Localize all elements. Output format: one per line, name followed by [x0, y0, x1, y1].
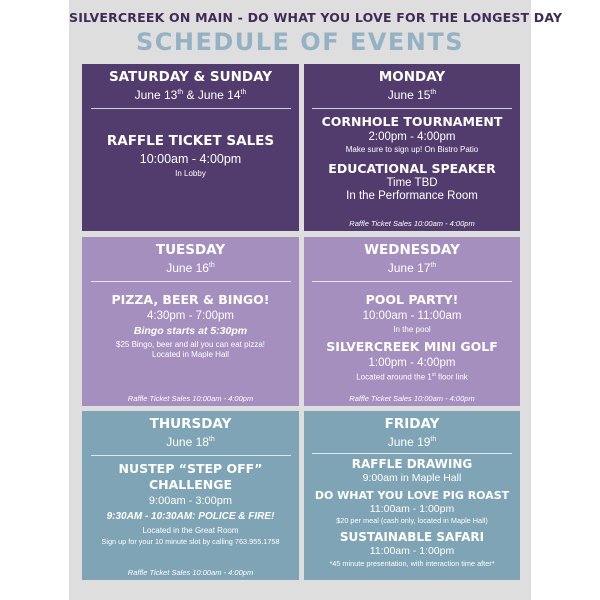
- event-note: In Lobby: [175, 169, 206, 178]
- day-heading: SATURDAY & SUNDAY: [108, 69, 273, 85]
- divider: [91, 281, 291, 282]
- event-note: $20 per meal (cash only, located in Maple Hall): [336, 516, 488, 525]
- event-title: DO WHAT YOU LOVE PIG ROAST: [314, 489, 510, 502]
- day-heading: WEDNESDAY: [364, 242, 460, 258]
- day-date: June 18th: [166, 435, 215, 449]
- day-date: June 15th: [387, 88, 437, 102]
- event-title: SILVERCREEK MINI GOLF: [326, 339, 498, 354]
- event-note: $25 Bingo, beer and all you can eat pizza!: [116, 340, 265, 349]
- event-title: CORNHOLE TOURNAMENT: [321, 114, 503, 129]
- page-title: SCHEDULE OF EVENTS: [135, 28, 465, 56]
- day-heading: FRIDAY: [384, 416, 440, 432]
- day-date: June 13th & June 14th: [134, 88, 247, 102]
- event-note: *45 minute presentation, with interaction time after*: [329, 559, 495, 568]
- event-location: Located in the Great Room: [142, 526, 239, 535]
- event-title: PIZZA, BEER & BINGO!: [111, 292, 270, 307]
- event-title: RAFFLE DRAWING: [351, 457, 473, 471]
- event-time: 1:00pm - 4:00pm: [368, 357, 456, 369]
- flyer-header: [69, 10, 563, 56]
- friday-card: [304, 411, 520, 580]
- event-title-continued: CHALLENGE: [148, 477, 233, 492]
- monday-card: [304, 64, 520, 231]
- day-date: June 19th: [387, 435, 437, 449]
- event-location: Located around the 1st floor link: [356, 372, 468, 382]
- event-time: 9:00am in Maple Hall: [362, 472, 462, 484]
- event-time: 10:00am - 11:00am: [362, 310, 462, 322]
- event-highlight: 9:30AM - 10:30AM: POLICE & FIRE!: [106, 511, 275, 522]
- day-heading: MONDAY: [378, 69, 446, 85]
- event-title: POOL PARTY!: [365, 292, 459, 307]
- event-highlight: Bingo starts at 5:30pm: [133, 325, 248, 337]
- weekend-card: [82, 64, 299, 231]
- event-time: 11:00am - 1:00pm: [369, 545, 455, 557]
- event-note: In the pool: [393, 325, 431, 334]
- event-title: RAFFLE TICKET SALES: [106, 133, 275, 149]
- day-heading: TUESDAY: [155, 242, 226, 258]
- divider: [91, 455, 291, 456]
- tuesday-card: [82, 237, 299, 406]
- event-time: 2:00pm - 4:00pm: [368, 131, 456, 143]
- day-date: June 17th: [387, 261, 437, 275]
- divider: [312, 108, 512, 109]
- raffle-footer: Raffle Ticket Sales 10:00am - 4:00pm: [127, 394, 254, 403]
- raffle-footer: Raffle Ticket Sales 10:00am - 4:00pm: [349, 219, 475, 228]
- day-heading: THURSDAY: [149, 416, 232, 432]
- event-time: 4:30pm - 7:00pm: [147, 310, 234, 322]
- event-signup: Sign up for your 10 minute slot by calling 763.955.1758: [101, 537, 280, 546]
- event-time: Time TBD: [386, 177, 438, 189]
- raffle-footer: Raffle Ticket Sales 10:00am - 4:00pm: [349, 394, 475, 403]
- event-title: NUSTEP “STEP OFF”: [118, 461, 263, 476]
- event-title: EDUCATIONAL SPEAKER: [328, 161, 496, 176]
- event-note: Make sure to sign up! On Bistro Patio: [345, 145, 479, 154]
- tagline: SILVERCREEK ON MAIN - DO WHAT YOU LOVE FOR THE LONGEST DAY: [69, 10, 563, 25]
- divider: [312, 281, 512, 282]
- event-location: Located in Maple Hall: [152, 350, 229, 359]
- thursday-card: [82, 411, 299, 580]
- divider: [312, 453, 512, 454]
- event-time: 9:00am - 3:00pm: [148, 495, 233, 507]
- raffle-footer: Raffle Ticket Sales 10:00am - 4:00pm: [127, 568, 254, 577]
- event-title: SUSTAINABLE SAFARI: [339, 530, 485, 544]
- day-date: June 16th: [166, 261, 215, 275]
- event-time: 10:00am - 4:00pm: [139, 152, 242, 166]
- divider: [91, 108, 291, 109]
- event-flyer: [69, 0, 563, 600]
- event-time: 11:00am - 1:00pm: [369, 503, 455, 515]
- event-location: In the Performance Room: [346, 190, 478, 202]
- wednesday-card: [304, 237, 520, 406]
